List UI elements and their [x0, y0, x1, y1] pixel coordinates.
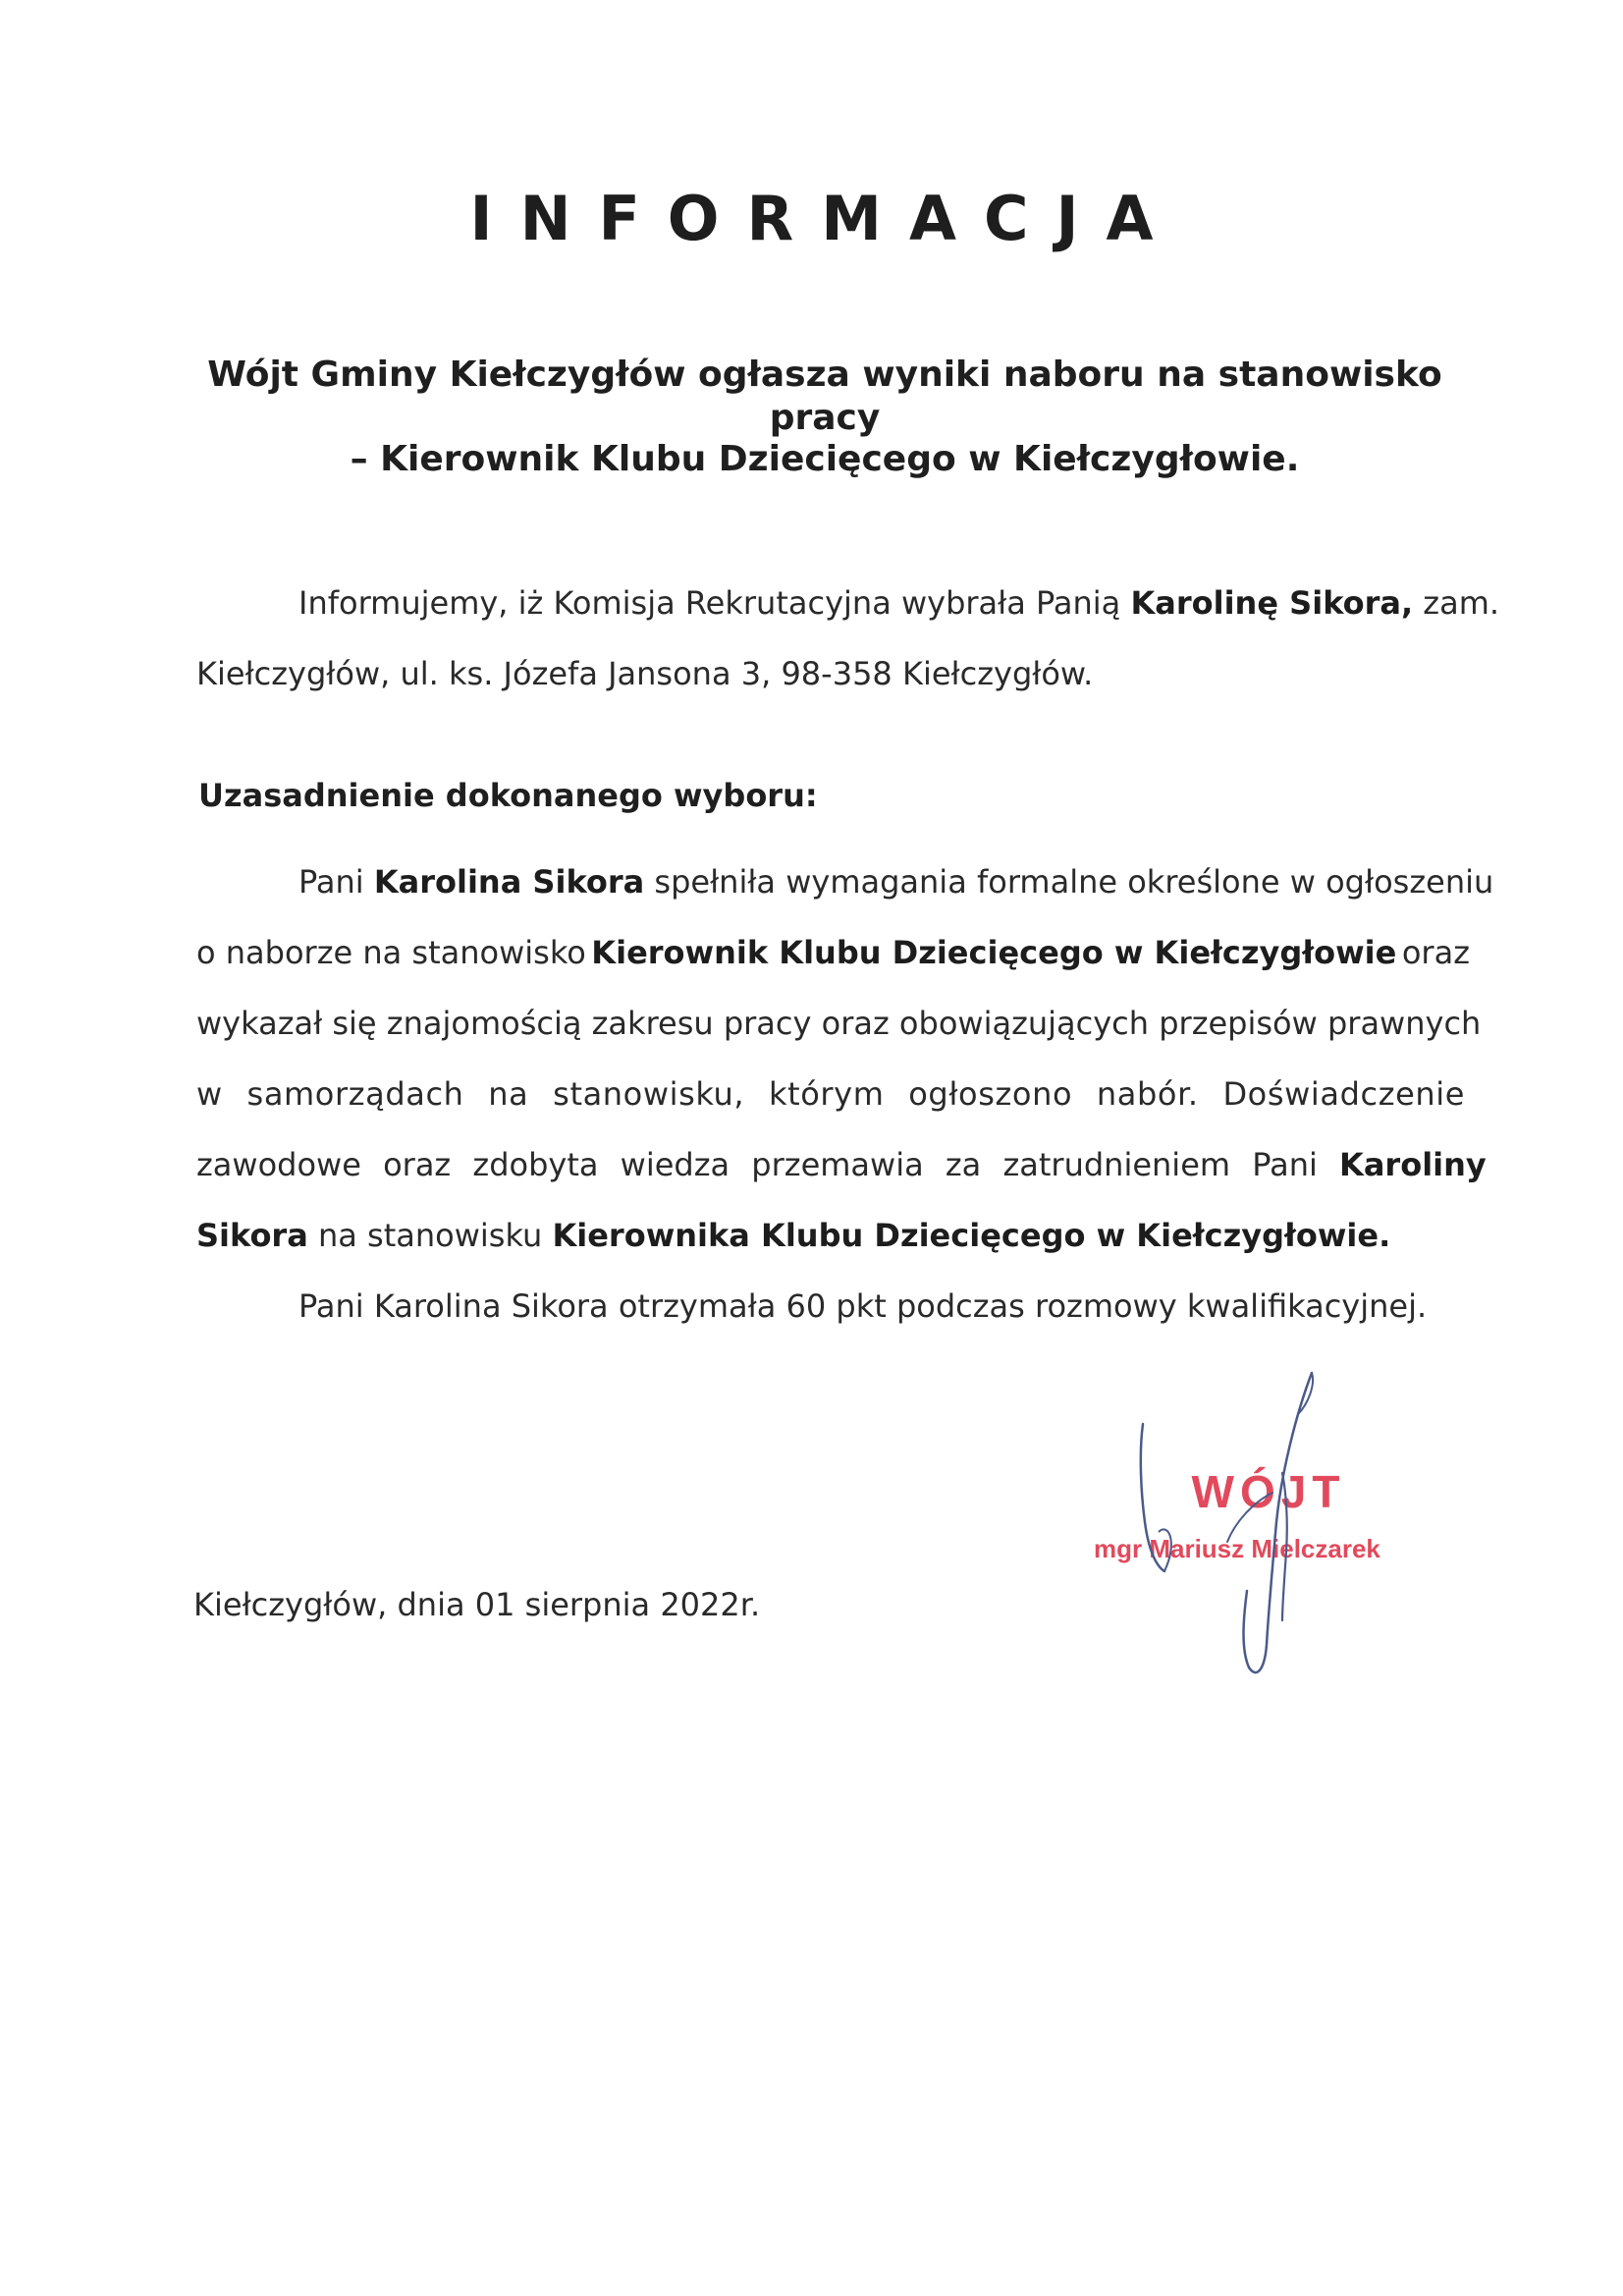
intro-line-1 [196, 581, 1500, 625]
candidate-name: Karoliny [1339, 1146, 1487, 1183]
justification-line-5 [196, 1143, 1487, 1186]
justification-line-2 [196, 931, 1470, 974]
points-line: Pani Karolina Sikora otrzymała 60 pkt podczas rozmowy kwalifikacyjnej. [298, 1287, 1428, 1325]
text-fragment: na stanowisku [317, 1217, 543, 1254]
justification-line-3: wykazał się znajomością zakresu pracy oraz obowiązujących przepisów prawnych [196, 1005, 1482, 1042]
position-name: Kierownik Klubu Dziecięcego w Kiełczygłowie [591, 934, 1397, 971]
text-fragment: o naborze na stanowisko [196, 934, 586, 971]
justification-line-4: w samorządach na stanowisku, którym ogłoszono nabór. Doświadczenie [196, 1075, 1466, 1113]
selected-candidate-name: Karolinę Sikora, [1130, 584, 1414, 622]
stamp-name: mgr Mariusz Mielczarek [1094, 1534, 1380, 1563]
text-fragment: zawodowe oraz zdobyta wiedza przemawia za zatrudnieniem Pani [196, 1146, 1318, 1183]
justification-label: Uzasadnienie dokonanego wyboru: [198, 777, 818, 814]
intro-text-b: zam. [1423, 584, 1500, 622]
justification-line-6 [196, 1214, 1470, 1257]
heading-line-2: – Kierownik Klubu Dziecięcego w Kiełczygłowie. [350, 439, 1300, 479]
justification-line-1 [196, 860, 1494, 903]
stamp-title: WÓJT [1191, 1466, 1346, 1517]
intro-line-2: Kiełczygłów, ul. ks. Józefa Jansona 3, 98-358 Kiełczygłów. [196, 655, 1094, 692]
text-fragment: spełniła wymagania formalne określone w ogłoszeniu [654, 863, 1494, 901]
intro-text-a: Informujemy, iż Komisja Rekrutacyjna wybrała Panią [298, 584, 1121, 622]
heading-line-1: Wójt Gminy Kiełczygłów ogłasza wyniki naboru na stanowisko pracy [207, 355, 1442, 438]
text-fragment: Pani [298, 863, 364, 901]
candidate-name: Sikora [196, 1217, 308, 1254]
handwritten-signature-icon [1080, 1355, 1404, 1689]
official-stamp [1080, 1355, 1404, 1689]
text-fragment: oraz [1401, 934, 1470, 971]
position-name: Kierownika Klubu Dziecięcego w Kiełczygłowie. [552, 1217, 1391, 1254]
document-date: Kiełczygłów, dnia 01 sierpnia 2022r. [193, 1586, 761, 1623]
document-title: INFORMACJA [469, 183, 1181, 254]
candidate-name: Karolina Sikora [373, 863, 645, 901]
